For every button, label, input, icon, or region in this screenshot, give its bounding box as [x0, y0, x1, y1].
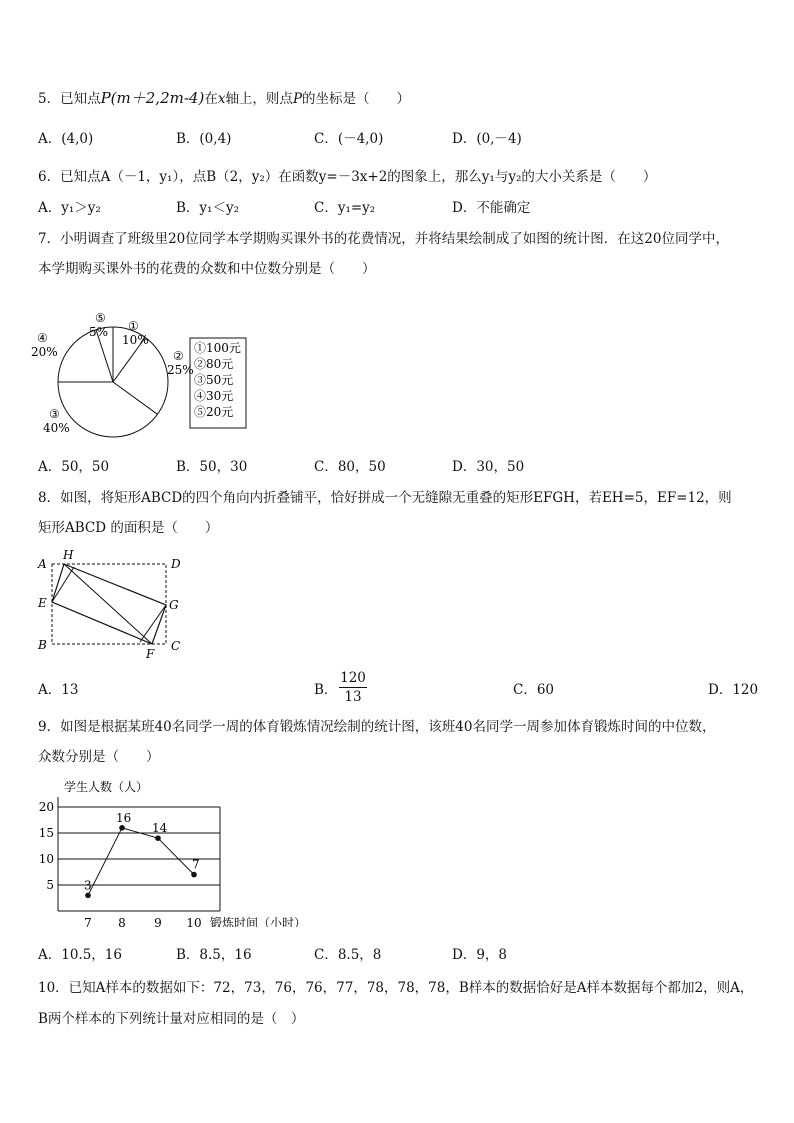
- pie-legend-item-4: ④30元: [194, 389, 234, 403]
- q8-stem-line2: 矩形ABCD 的面积是（ ）: [38, 520, 219, 536]
- q10-stem-line1: 10．已知A样本的数据如下：72，73，76，76，77，78，78，78，B样本的数据恰好是A样本数据每个都加2，则A，: [38, 980, 754, 996]
- y-tick-15: 15: [38, 826, 54, 840]
- pie-labels: [31, 311, 194, 435]
- fraction-numerator: 120: [340, 670, 366, 686]
- q7-option-b: B．50，30: [176, 459, 248, 475]
- q5-option-c: C．(－4,0): [314, 131, 384, 147]
- y-tick-10: 10: [38, 852, 54, 866]
- pie-slice-value-5: 5%: [89, 325, 109, 339]
- pie-slice-value-4: 20%: [31, 345, 58, 359]
- line-chart-axes: [58, 797, 220, 911]
- pie-slice-label-3: ③: [49, 407, 60, 421]
- label-g: G: [169, 598, 179, 612]
- q5-option-b: B．(0,4): [176, 131, 232, 147]
- q7-option-a: A．50，50: [38, 459, 110, 475]
- x-axis-label: 锻炼时间（小时）: [210, 916, 307, 927]
- pie-legend-item-1: ①100元: [194, 341, 241, 355]
- pie-slices: [58, 327, 168, 437]
- q7-stem-line1: 7．小明调查了班级里20位同学本学期购买课外书的花费情况，并将结果绘制成了如图的统计图．在这20位同学中，: [38, 231, 729, 247]
- q9-option-c: C．8.5，8: [314, 947, 382, 963]
- pie-slice-label-5: ⑤: [95, 311, 106, 325]
- fraction-bar: [339, 687, 367, 688]
- label-h: H: [63, 548, 74, 562]
- pie-legend-item-2: ②80元: [194, 357, 234, 371]
- q10-stem-line2: B两个样本的下列统计量对应相同的是（ ）: [38, 1011, 305, 1027]
- pie-slice-value-3: 40%: [43, 421, 70, 435]
- q6-option-d: D．不能确定: [452, 200, 531, 216]
- pie-slice-label-2: ②: [173, 349, 184, 363]
- label-e: E: [38, 596, 47, 610]
- q8-option-d: D．120: [708, 682, 759, 698]
- q9-stem-line1: 9．如图是根据某班40名同学一周的体育锻炼情况绘制的统计图，该班40名同学一周参加体育锻炼时间的中位数，: [38, 719, 716, 735]
- x-tick-10: 10: [186, 916, 202, 927]
- label-a: A: [38, 557, 47, 571]
- fold-line-e: [52, 567, 74, 602]
- pie-slice-label-1: ①: [128, 319, 139, 333]
- x-tick-7: 7: [84, 916, 92, 927]
- rectangle-fold-figure: [34, 545, 194, 660]
- label-f: F: [146, 647, 155, 660]
- y-tick-20: 20: [38, 800, 54, 814]
- y-axis-label: 学生人数（人）: [64, 780, 149, 794]
- pie-slice-value-1: 10%: [122, 333, 149, 347]
- y-tick-5: 5: [46, 878, 54, 892]
- data-label-2: 16: [116, 810, 132, 825]
- q9-option-b: B．8.5，16: [176, 947, 252, 963]
- rectangle-efgh: [52, 564, 166, 644]
- label-b: B: [38, 638, 47, 652]
- data-point-3: [155, 835, 161, 841]
- q8-fraction: [339, 670, 367, 705]
- x-tick-8: 8: [118, 916, 126, 927]
- fold-line-g: [140, 605, 166, 642]
- label-d: D: [171, 557, 181, 571]
- q6-stem: 6．已知点A（－1，y₁），点B（2，y₂）在函数y=－3x+2的图象上，那么y₁与y₂的大小关系是（ ）: [38, 169, 657, 185]
- fold-line-hf: [64, 564, 152, 644]
- q7-option-c: C．80，50: [314, 459, 386, 475]
- data-point-4: [191, 872, 197, 878]
- data-label-3: 14: [152, 821, 168, 836]
- pie-slice-label-4: ④: [37, 331, 48, 345]
- line-chart-series: [85, 825, 197, 898]
- data-label-4: 7: [192, 857, 200, 872]
- pie-slice-value-2: 25%: [167, 363, 194, 377]
- pie-legend-item-5: ⑤20元: [194, 405, 234, 419]
- line-chart-figure: [30, 777, 330, 927]
- fraction-denominator: 13: [344, 689, 362, 706]
- q5-option-a: A．(4,0): [38, 131, 94, 147]
- x-tick-9: 9: [154, 916, 162, 927]
- q5-stem: 5．已知点P(m＋2,2m-4)在x轴上，则点P的坐标是（ ）: [38, 89, 411, 107]
- pie-slice-edge-3: [113, 382, 157, 414]
- q8-option-a: A．13: [38, 682, 79, 698]
- q9-option-d: D．9，8: [452, 947, 508, 963]
- rectangle-abcd: [52, 564, 166, 644]
- q6-option-b: B．y₁＜y₂: [176, 200, 239, 216]
- q8-option-c: C．60: [513, 682, 555, 698]
- q7-stem-line2: 本学期购买课外书的花费的众数和中位数分别是（ ）: [38, 261, 376, 277]
- q8-option-b: B．: [314, 682, 338, 698]
- label-c: C: [171, 639, 181, 653]
- pie-legend: [194, 341, 241, 419]
- q9-option-a: A．10.5，16: [38, 947, 122, 963]
- data-label-1: 3: [84, 878, 92, 893]
- q7-option-d: D．30，50: [452, 459, 525, 475]
- data-point-2: [119, 825, 125, 831]
- q6-option-c: C．y₁=y₂: [314, 200, 376, 216]
- data-point-1: [85, 893, 91, 899]
- q6-option-a: A．y₁＞y₂: [38, 200, 101, 216]
- pie-chart-figure: [30, 290, 270, 440]
- pie-legend-item-3: ③50元: [194, 373, 234, 387]
- q8-stem-line1: 8．如图，将矩形ABCD的四个角向内折叠铺平，恰好拼成一个无缝隙无重叠的矩形EFGH，若EH=5，EF=12，则: [38, 490, 732, 506]
- q5-option-d: D．(0,－4): [452, 131, 522, 147]
- q9-stem-line2: 众数分别是（ ）: [38, 749, 160, 765]
